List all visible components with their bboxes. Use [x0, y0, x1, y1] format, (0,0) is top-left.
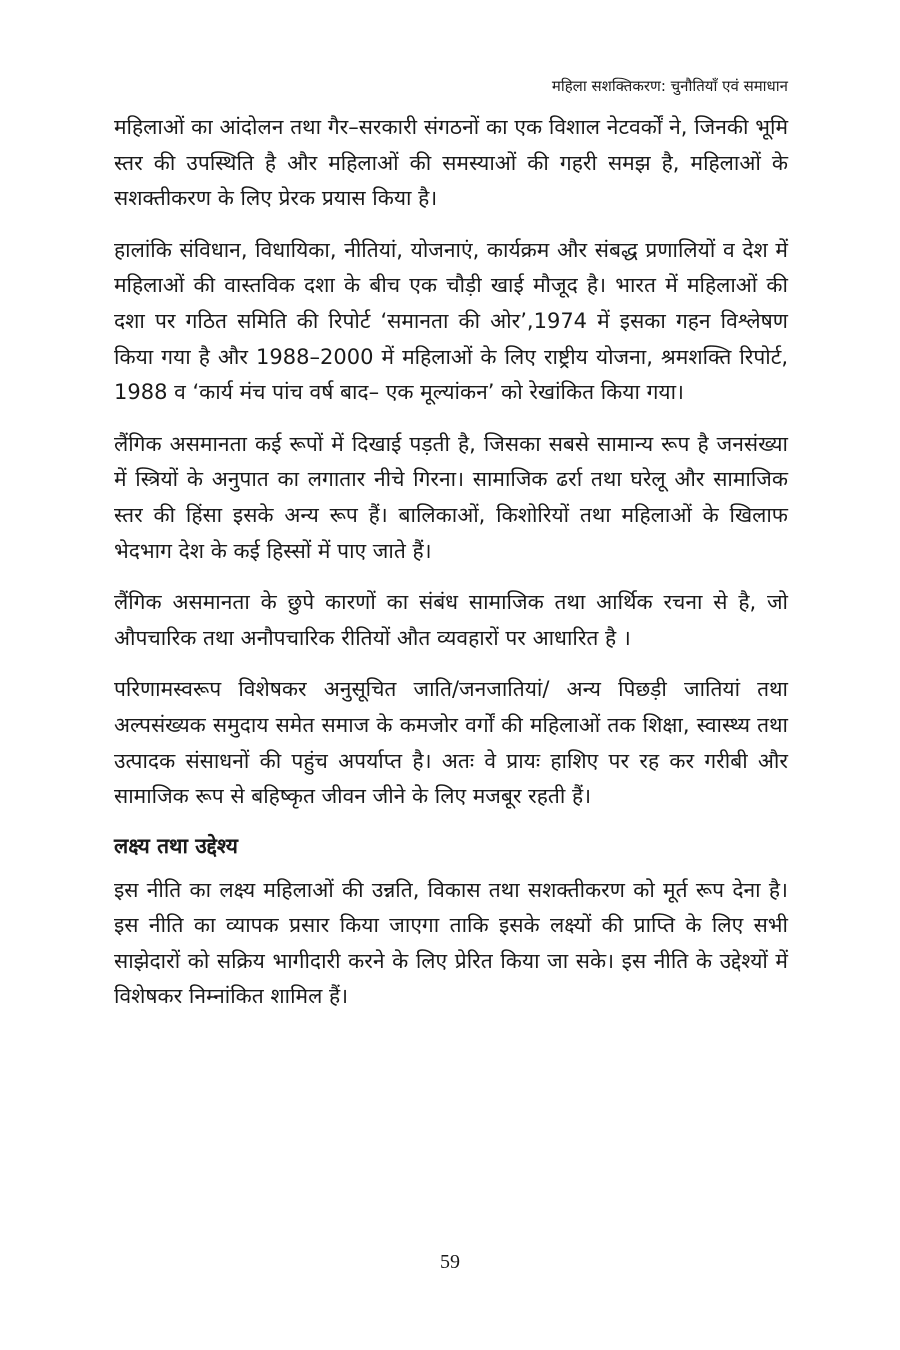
paragraph-hidden-causes: लैंगिक असमानता के छुपे कारणों का संबंध सामाजिक तथा आर्थिक रचना से है, जो औपचारिक तथा अनौपचारिक रीतियों औत व्यवहारों पर आधारित है ।	[114, 590, 788, 650]
page-number: 59	[440, 1251, 460, 1273]
paragraph-womens-movement: महिलाओं का आंदोलन तथा गैर–सरकारी संगठनों का एक विशाल नेटवर्कों ने, जिनकी भूमि स्तर की उपस्थिति है और महिलाओं की समस्याओं की गहरी समझ है, महिलाओं के सशक्तीकरण के लिए प्रेरक प्रयास किया है।	[114, 115, 788, 211]
running-header: महिला सशक्तिकरण: चुनौतियाँ एवं समाधान	[551, 77, 788, 95]
paragraph-constitution-gap: हालांकि संविधान, विधायिका, नीतियां, योजनाएं, कार्यक्रम और संबद्ध प्रणालियों व देश में महिलाओं की वास्तविक दशा के बीच एक चौड़ी खाई मौजूद है। भारत में महिलाओं की दशा पर गठित समिति की रिपोर्ट ‘समानता की ओर’,1974 में इसका गहन विश्लेषण किया गया है और 1988–2000 में महिलाओं के लिए राष्ट्रीय योजना, श्रमशक्ति रिपोर्ट, 1988 व ‘कार्य मंच पांच वर्ष बाद– एक मूल्यांकन’ को रेखांकित किया गया।	[114, 237, 788, 405]
page-body	[114, 110, 788, 1031]
paragraph-gender-inequality-forms: लैंगिक असमानता कई रूपों में दिखाई पड़ती है, जिसका सबसे सामान्य रूप है जनसंख्या में स्त्रियों के अनुपात का लगातार नीचे गिरना। सामाजिक ढर्रा तथा घरेलू और सामाजिक स्तर की हिंसा इसके अन्य रूप हैं। बालिकाओं, किशोरियों तथा महिलाओं के खिलाफ भेदभाग देश के कई हिस्सों में पाए जाते हैं।	[114, 431, 788, 563]
section-heading-goals: लक्ष्य तथा उद्देश्य	[114, 833, 238, 858]
paragraph-policy-goal: इस नीति का लक्ष्य महिलाओं की उन्नति, विकास तथा सशक्तीकरण को मूर्त रूप देना है। इस नीति का व्यापक प्रसार किया जाएगा ताकि इसके लक्ष्यों की प्राप्ति के लिए सभी साझेदारों को सक्रिय भागीदारी करने के लिए प्रेरित किया जा सके। इस नीति के उद्देश्यों में विशेषकर निम्नांकित शामिल हैं।	[114, 877, 788, 1009]
paragraph-marginalised-women: परिणामस्वरूप विशेषकर अनुसूचित जाति/जनजातियां/ अन्य पिछड़ी जातियां तथा अल्पसंख्यक समुदाय समेत समाज के कमजोर वर्गों की महिलाओं तक शिक्षा, स्वास्थ्य तथा उत्पादक संसाधनों की पहुंच अपर्याप्त है। अतः वे प्रायः हाशिए पर रह कर गरीबी और सामाजिक रूप से बहिष्कृत जीवन जीने के लिए मजबूर रहती हैं।	[114, 677, 788, 809]
